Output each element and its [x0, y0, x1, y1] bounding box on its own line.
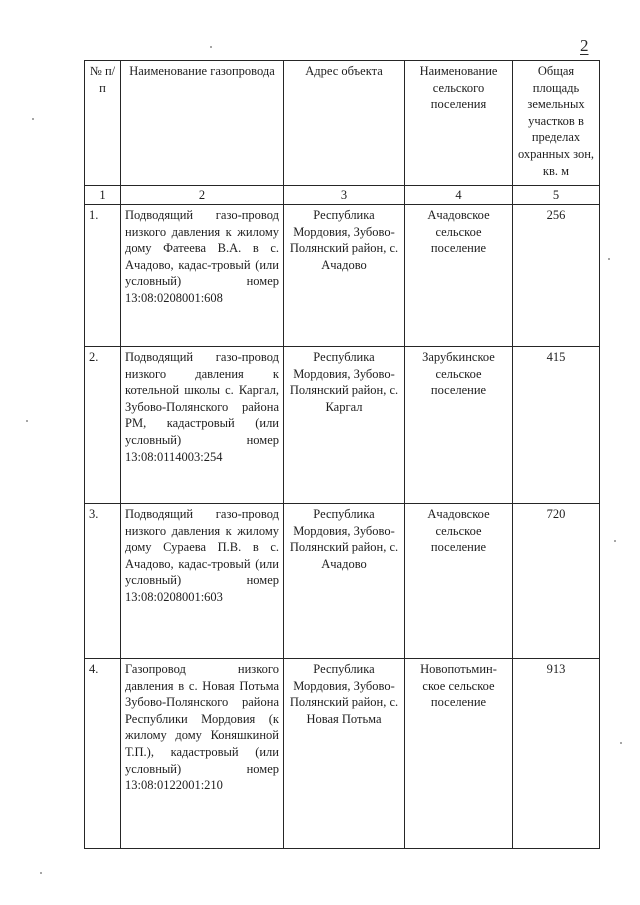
object-address: Республика Мордовия, Зубово-Полянский район, с. Ачадово [284, 205, 405, 347]
row-number: 2. [85, 347, 121, 504]
pipeline-name-text: Подводящий газо-провод низкого давления к жилому дому Сураева П.В. в с. Ачадово, кадас-тровый (или условный) номер [125, 507, 279, 588]
cadastral-number: 13:08:0122001:210 [125, 778, 223, 793]
pipeline-name-text: Газопровод низкого давления в с. Новая Потьма Зубово-Полянского района Республики Мордовия (к жилому дому Коняшкиной Т.П.), кадастровый (или условный) номер [125, 662, 279, 776]
table-row [85, 205, 600, 347]
object-address: Республика Мордовия, Зубово-Полянский район, с. Новая Потьма [284, 659, 405, 849]
column-number-row [85, 186, 600, 205]
header-address: Адрес объекта [284, 61, 405, 186]
gas-pipeline-table [84, 60, 600, 849]
table-row [85, 504, 600, 659]
header-name: Наименование газопровода [121, 61, 284, 186]
pipeline-name-text: Подводящий газо-провод низкого давления к жилому дому Фатеева В.А. в с. Ачадово, кадас-тровый (или условный) номер [125, 208, 279, 289]
scan-speck [210, 46, 212, 48]
row-number: 1. [85, 205, 121, 347]
object-address: Республика Мордовия, Зубово-Полянский район, с. Каргал [284, 347, 405, 504]
area-value: 256 [513, 205, 600, 347]
pipeline-name [121, 347, 284, 504]
scan-speck [40, 872, 42, 874]
scan-speck [32, 118, 34, 120]
pipeline-name [121, 205, 284, 347]
column-number: 5 [513, 186, 600, 205]
settlement-name: Новопотьмин-ское сельское поселение [405, 659, 513, 849]
object-address: Республика Мордовия, Зубово-Полянский район, с. Ачадово [284, 504, 405, 659]
scan-speck [26, 420, 28, 422]
header-num: № п/п [85, 61, 121, 186]
pipeline-name [121, 659, 284, 849]
page-number: 2 [580, 36, 589, 55]
header-area: Общая площадь земельных участков в пределах охранных зон, кв. м [513, 61, 600, 186]
cadastral-number: 13:08:0208001:608 [125, 290, 223, 305]
area-value: 720 [513, 504, 600, 659]
settlement-name: Зарубкинское сельское поселение [405, 347, 513, 504]
scan-speck [608, 258, 610, 260]
column-number: 1 [85, 186, 121, 205]
row-number: 3. [85, 504, 121, 659]
column-number: 3 [284, 186, 405, 205]
settlement-name: Ачадовское сельское поселение [405, 504, 513, 659]
scan-speck [614, 540, 616, 542]
scan-speck [620, 742, 622, 744]
column-number: 2 [121, 186, 284, 205]
header-settlement: Наименование сельского поселения [405, 61, 513, 186]
column-number: 4 [405, 186, 513, 205]
area-value: 913 [513, 659, 600, 849]
settlement-name: Ачадовское сельское поселение [405, 205, 513, 347]
table-row [85, 659, 600, 849]
pipeline-name [121, 504, 284, 659]
cadastral-number: 13:08:0208001:603 [125, 589, 223, 604]
pipeline-name-text: Подводящий газо-провод низкого давления к котельной школы с. Каргал, Зубово-Полянского района РМ, кадастровый (или условный) номер [125, 350, 279, 447]
table-header-row [85, 61, 600, 186]
table-row [85, 347, 600, 504]
cadastral-number: 13:08:0114003:254 [125, 449, 223, 464]
row-number: 4. [85, 659, 121, 849]
area-value: 415 [513, 347, 600, 504]
